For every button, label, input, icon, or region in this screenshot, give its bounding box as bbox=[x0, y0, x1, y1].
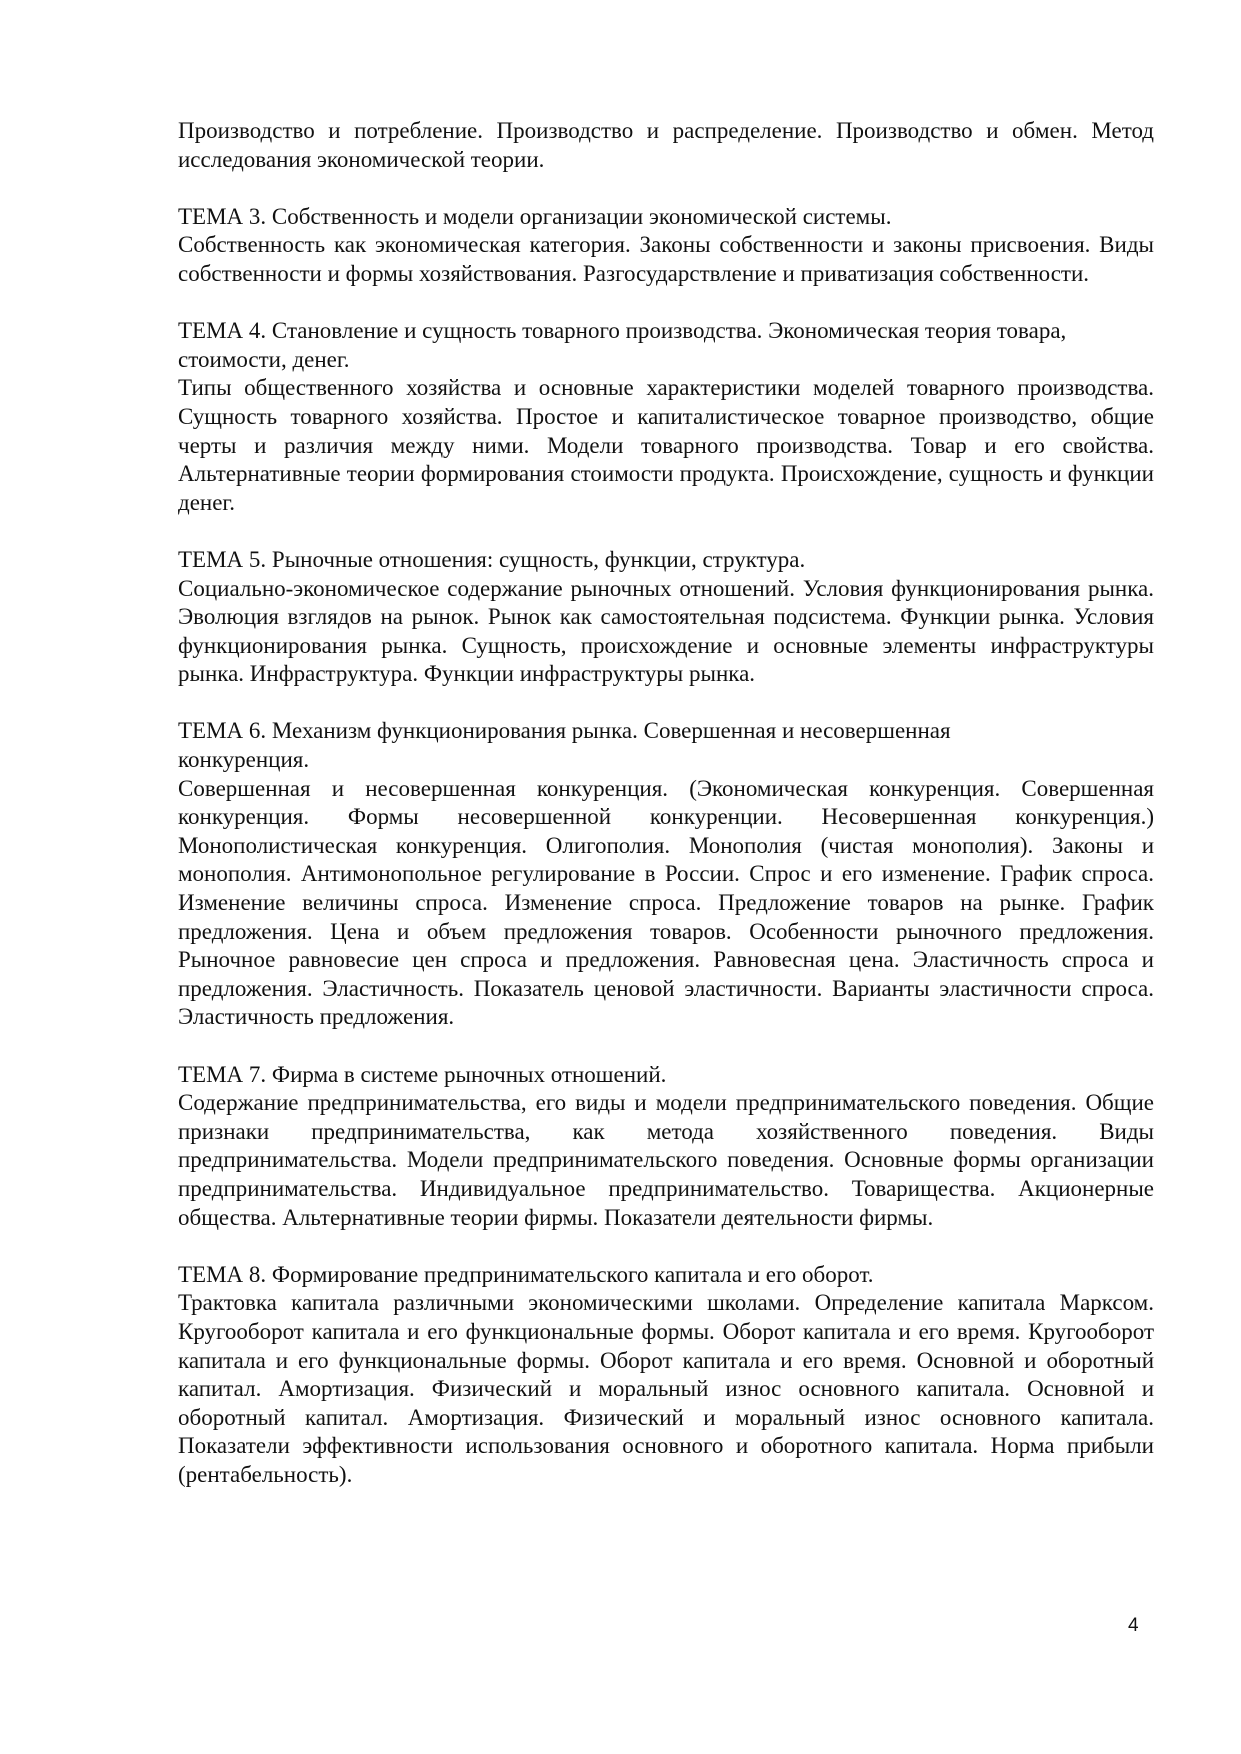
section-body: Собственность как экономическая категория. Законы собственности и законы присвоения. Виды собственности и формы хозяйствования. Разгосударствление и приватизация собственности. bbox=[178, 232, 1154, 286]
section-tema-7 bbox=[178, 1061, 1154, 1233]
section-title: ТЕМА 3. Собственность и модели организации экономической системы. bbox=[178, 203, 892, 229]
section-tema-6 bbox=[178, 717, 1154, 1032]
section-body: Содержание предпринимательства, его виды и модели предпринимательского поведения. Общие признаки предпринимательства, как метода хозяйственного поведения. Виды предпринимательства. Модели предпринимательского поведения. Основные формы организации предпринимательства. Индивидуальное предпринимательство. Товарищества. Акционерные общества. Альтернативные теории фирмы. Показатели деятельности фирмы. bbox=[178, 1090, 1154, 1230]
section-title: ТЕМА 6. Механизм функционирования рынка. Совершенная и несовершенная конкуренция. bbox=[178, 718, 951, 773]
section-title: ТЕМА 7. Фирма в системе рыночных отношений. bbox=[178, 1061, 667, 1087]
section-title: ТЕМА 5. Рыночные отношения: сущность, функции, структура. bbox=[178, 546, 806, 572]
section-body: Типы общественного хозяйства и основные характеристики моделей товарного производства. Сущность товарного хозяйства. Простое и капиталистическое товарное производство, общие черты и различия между ними. Модели товарного производства. Товар и его свойства. Альтернативные теории формирования стоимости продукта. Происхождение, сущность и функции денег. bbox=[178, 375, 1154, 515]
section-title: ТЕМА 4. Становление и сущность товарного производства. Экономическая теория товара, стоимости, денег. bbox=[178, 318, 1067, 372]
section-body: Социально-экономическое содержание рыночных отношений. Условия функционирования рынка. Эволюция взглядов на рынок. Рынок как самостоятельная подсистема. Функции рынка. Условия функционирования рынка. Сущность, происхождение и основные элементы инфраструктуры рынка. Инфраструктура. Функции инфраструктуры рынка. bbox=[178, 575, 1154, 687]
intro-paragraph: Производство и потребление. Производство и распределение. Производство и обмен. Метод исследования экономической теории. bbox=[178, 118, 1154, 172]
page-number: 4 bbox=[1128, 1615, 1139, 1636]
section-tema-4 bbox=[178, 317, 1154, 517]
section-tema-3 bbox=[178, 203, 1154, 289]
section-body: Совершенная и несовершенная конкуренция. (Экономическая конкуренция. Совершенная конкуренция. Формы несовершенной конкуренции. Несовершенная конкуренция.) Монополистическая конкуренция. Олигополия. Монополия (чистая монополия). Законы и монополия. Антимонопольное регулирование в России. Спрос и его изменение. График спроса. Изменение величины спроса. Изменение спроса. Предложение товаров на рынке. График предложения. Цена и объем предложения товаров. Особенности рыночного предложения. Рыночное равновесие цен спроса и предложения. Равновесная цена. Эластичность спроса и предложения. Эластичность. Показатель ценовой эластичности. Варианты эластичности спроса. Эластичность предложения. bbox=[178, 775, 1154, 1030]
section-body: Трактовка капитала различными экономическими школами. Определение капитала Марксом. Кругооборот капитала и его функциональные формы. Оборот капитала и его время. Кругооборот капитала и его функциональные формы. Оборот капитала и его время. Основной и оборотный капитал. Амортизация. Физический и моральный износ основного капитала. Основной и оборотный капитал. Амортизация. Физический и моральный износ основного капитала. Показатели эффективности использования основного и оборотного капитала. Норма прибыли (рентабельность). bbox=[178, 1290, 1154, 1487]
document-page bbox=[178, 117, 1154, 1490]
section-title: ТЕМА 8. Формирование предпринимательского капитала и его оборот. bbox=[178, 1261, 874, 1287]
section-tema-8 bbox=[178, 1261, 1154, 1490]
section-tema-5 bbox=[178, 546, 1154, 689]
